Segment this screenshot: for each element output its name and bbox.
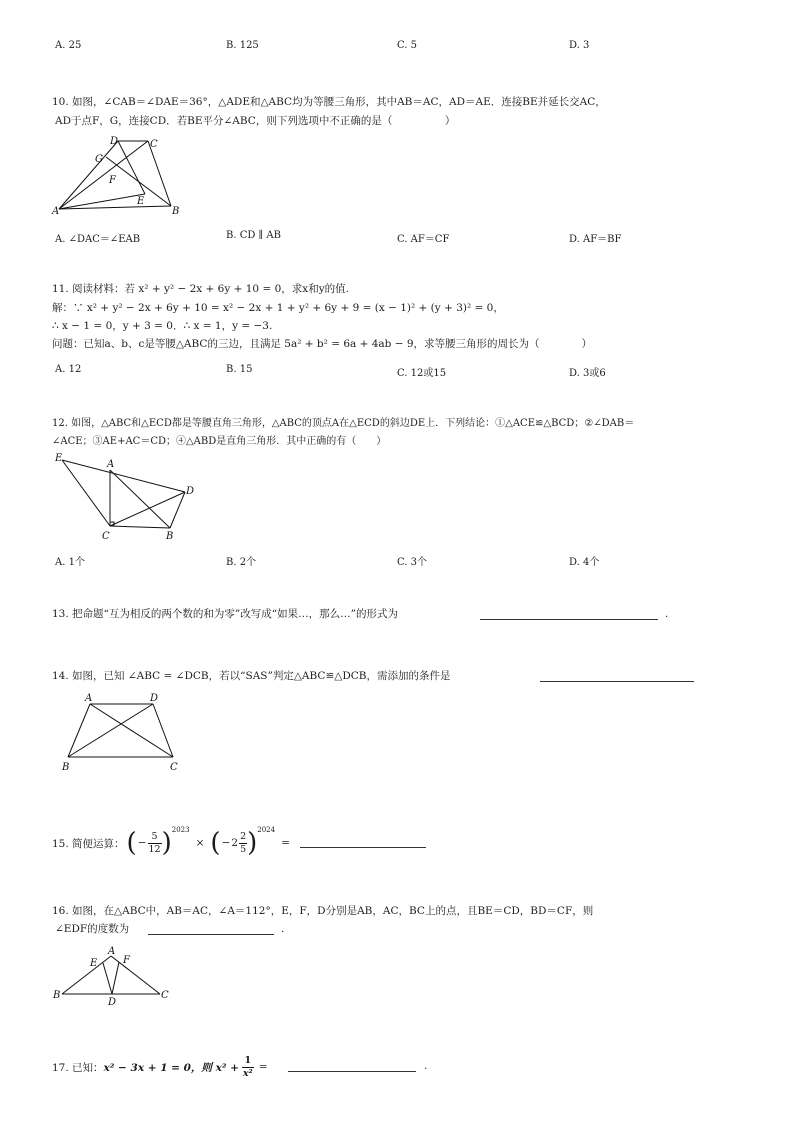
q15-answer-blank[interactable] <box>300 836 426 848</box>
q10-label-b: B <box>172 206 180 217</box>
q12-option-a: A. 1个 <box>55 557 85 568</box>
q10-option-c: C. AF＝CF <box>397 234 450 245</box>
q15-frac2-num: 2 <box>240 830 247 842</box>
q10-label-a: A <box>52 206 60 217</box>
q17-answer-blank[interactable] <box>288 1058 416 1072</box>
q15-minus-2: − <box>221 837 231 849</box>
q17-prefix: 17. 已知： <box>52 1061 104 1074</box>
q15-minus-1: − <box>137 837 147 849</box>
q15-frac2-den: 5 <box>240 843 247 855</box>
q9-option-d: D. 3 <box>569 40 590 51</box>
q10-line2: AD于点F，G，连接CD．若BE平分∠ABC，则下列选项中不正确的是（ ） <box>55 115 456 127</box>
q14-label-a: A <box>85 693 93 704</box>
q12-label-a: A <box>107 459 115 470</box>
q16-end: . <box>281 923 285 935</box>
q10-option-b: B. CD ∥ AB <box>226 230 281 241</box>
q10-option-a: A. ∠DAC＝∠EAB <box>55 234 141 245</box>
q11-line1: 11. 阅读材料：若 x² + y² − 2x + 6y + 10 = 0，求x和y的值. <box>52 283 349 295</box>
q11-line4: 问题：已知a、b、c是等腰△ABC的三边，且满足 5a² + b² = 6a + 4ab − 9，求等腰三角形的周长为（ ） <box>52 338 593 350</box>
q11-option-b: B. 15 <box>226 364 253 375</box>
q15-times: × <box>195 837 205 849</box>
q11-option-a: A. 12 <box>55 364 82 375</box>
q14-text: 14. 如图，已知 ∠ABC = ∠DCB，若以“SAS”判定△ABC≌△DCB，需添加的条件是 <box>52 670 451 682</box>
q16-figure <box>50 944 180 1010</box>
q10-figure <box>50 134 190 218</box>
q10-label-f: F <box>109 175 116 186</box>
q17-equals: = <box>258 1061 268 1073</box>
q12-option-c: C. 3个 <box>397 557 428 568</box>
q15-expression <box>52 825 296 861</box>
q11-option-d: D. 3或6 <box>569 368 606 379</box>
q9-option-c: C. 5 <box>397 40 418 51</box>
q15-exp2: 2024 <box>257 826 276 834</box>
q9-option-b: B. 125 <box>226 40 259 51</box>
q12-line1: 12. 如图，△ABC和△ECD都是等腰直角三角形，△ABC的顶点A在△ECD的斜边DE上．下列结论：①△ACE≌△BCD；②∠DAB＝ <box>52 418 635 429</box>
q16-label-d: D <box>108 997 117 1008</box>
q11-line2: 解：∵ x² + y² − 2x + 6y + 10 = x² − 2x + 1 + y² + 6y + 9 = (x − 1)² + (y + 3)² = 0， <box>52 302 504 314</box>
q15-int2: 2 <box>231 837 239 849</box>
q15-paren-close-2: ) <box>247 828 258 858</box>
q13-text: 13. 把命题“互为相反的两个数的和为零”改写成“如果…，那么…”的形式为 <box>52 608 399 620</box>
q13-answer-blank[interactable] <box>480 606 658 620</box>
q12-option-d: D. 4个 <box>569 557 600 568</box>
q12-label-c: C <box>102 531 110 542</box>
q12-figure <box>52 450 202 544</box>
q14-figure <box>58 690 188 774</box>
q11-option-c: C. 12或15 <box>397 368 447 379</box>
q12-line2: ∠ACE；③AE+AC＝CD；④△ABD是直角三角形．其中正确的有（ ） <box>52 436 387 447</box>
q14-answer-blank[interactable] <box>540 668 694 682</box>
q12-label-e: E <box>55 453 63 464</box>
q15-fraction-2 <box>239 831 247 856</box>
q12-label-b: B <box>166 531 174 542</box>
q10-label-e: E <box>137 196 145 207</box>
q17-fraction <box>242 1055 254 1080</box>
q10-label-d: D <box>110 136 119 147</box>
q17-frac-den: x² <box>242 1067 253 1079</box>
q16-label-c: C <box>161 990 169 1001</box>
q15-prefix: 15. 简便运算： <box>52 837 125 850</box>
q12-label-d: D <box>186 486 195 497</box>
q16-label-b: B <box>53 990 61 1001</box>
q10-option-d: D. AF＝BF <box>569 234 622 245</box>
q15-exp1: 2023 <box>171 826 190 834</box>
q16-label-e: E <box>90 958 98 969</box>
q17-expression <box>52 1052 268 1082</box>
q15-fraction-1 <box>148 831 162 856</box>
q17-frac-num: 1 <box>244 1054 252 1066</box>
q15-paren-open-2: ( <box>210 828 221 858</box>
q14-label-d: D <box>150 693 159 704</box>
q15-equals: = <box>281 837 290 849</box>
q15-paren-open-1: ( <box>126 828 137 858</box>
q15-frac1-num: 5 <box>151 830 158 842</box>
q17-end: . <box>424 1060 428 1072</box>
q11-line3: ∴ x − 1 = 0，y + 3 = 0．∴ x = 1，y = −3. <box>52 320 273 332</box>
q9-option-a: A. 25 <box>55 40 82 51</box>
q14-label-c: C <box>170 762 178 773</box>
q14-label-b: B <box>62 762 70 773</box>
q16-line1: 16. 如图，在△ABC中，AB＝AC，∠A＝112°，E，F，D分别是AB，AC，BC上的点，且BE＝CD，BD＝CF，则 <box>52 905 594 917</box>
q16-label-a: A <box>108 946 116 957</box>
q16-label-f: F <box>123 955 130 966</box>
q15-frac1-den: 12 <box>148 843 161 855</box>
q16-answer-blank[interactable] <box>148 921 274 935</box>
q12-option-b: B. 2个 <box>226 557 257 568</box>
q17-equation: x² − 3x + 1 = 0，则 x² + <box>103 1061 239 1074</box>
q16-line2: ∠EDF的度数为 <box>55 923 130 935</box>
q10-label-c: C <box>150 139 158 150</box>
q13-end: . <box>665 608 669 620</box>
q10-line1: 10. 如图，∠CAB＝∠DAE＝36°，△ADE和△ABC均为等腰三角形，其中AB＝AC，AD＝AE．连接BE并延长交AC， <box>52 96 606 108</box>
q15-paren-close-1: ) <box>161 828 172 858</box>
q10-label-g: G <box>95 154 103 165</box>
